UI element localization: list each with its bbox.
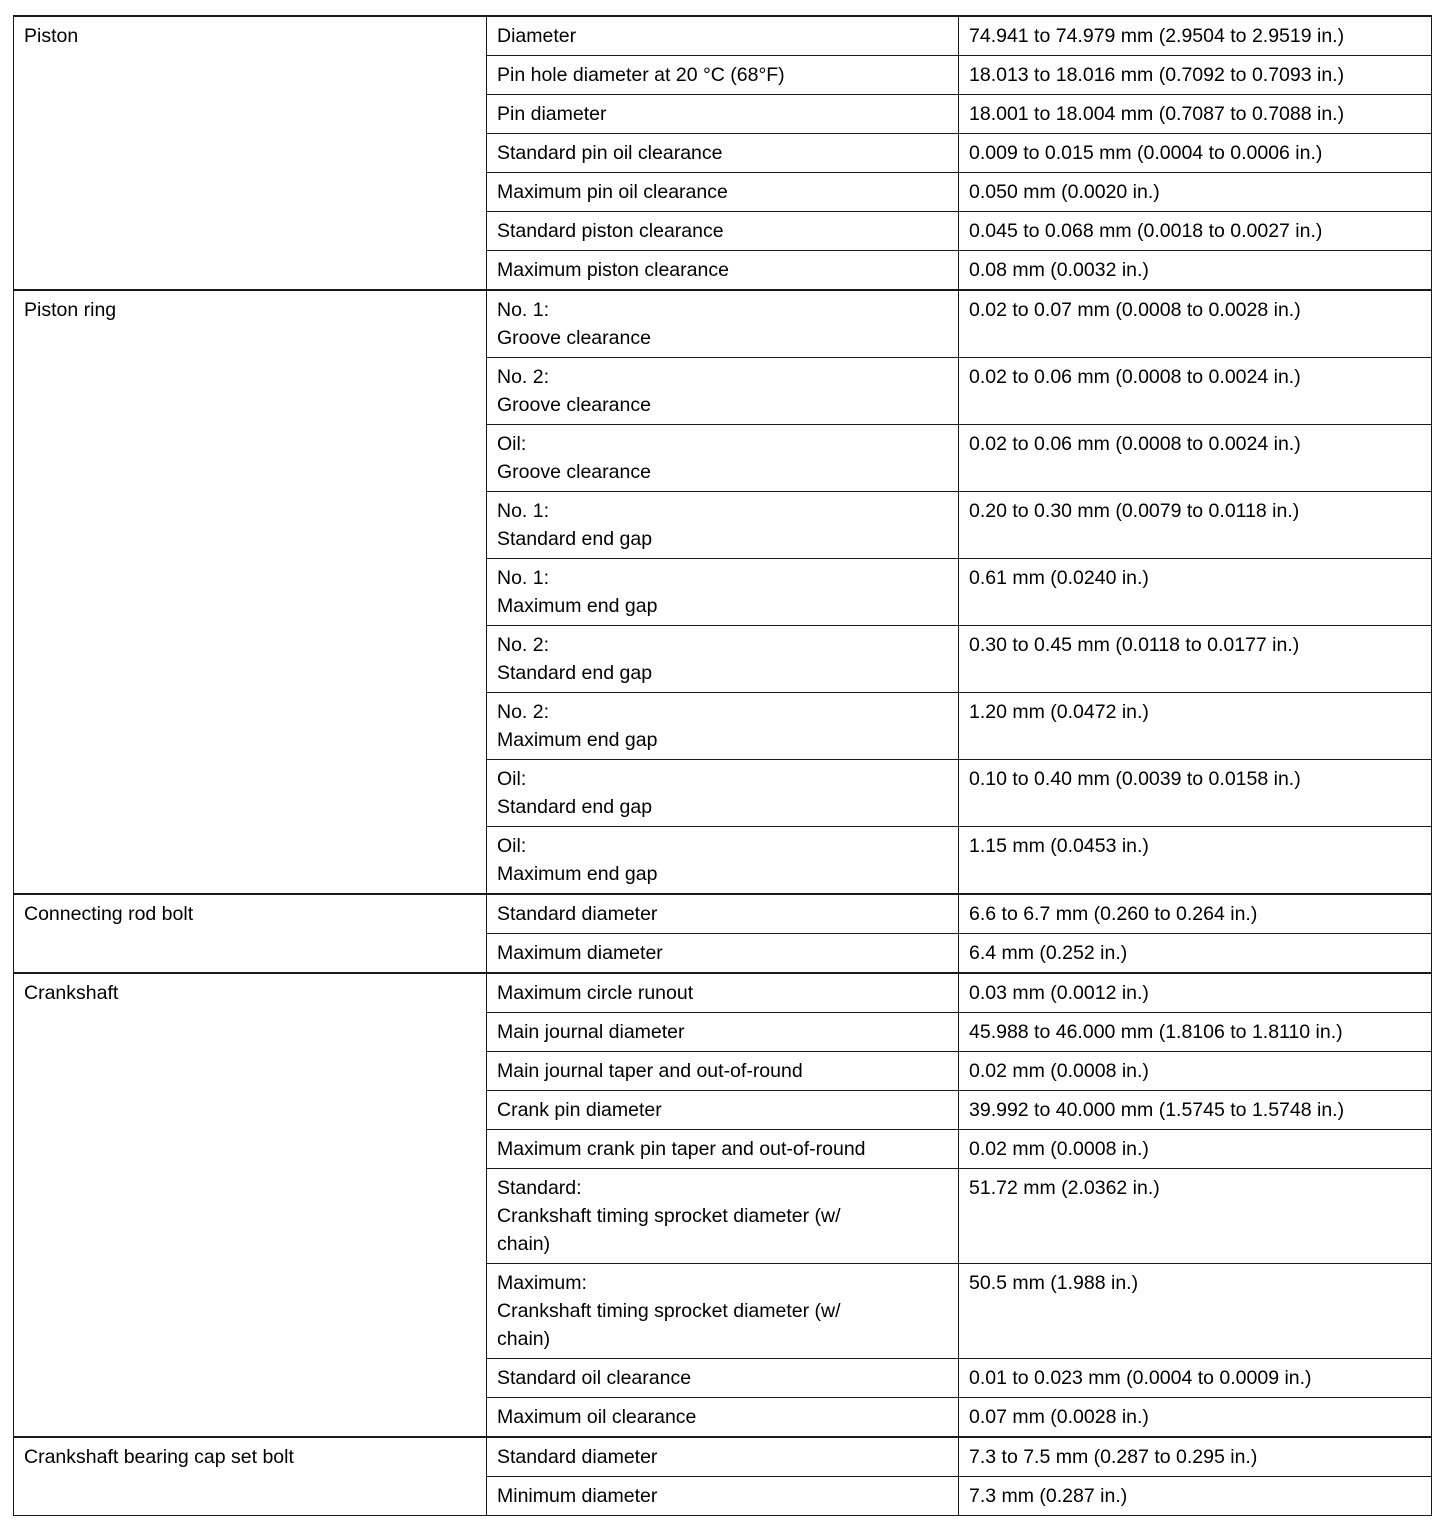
spec-item-cell bbox=[487, 559, 959, 626]
spec-value-cell: 0.01 to 0.023 mm (0.0004 to 0.0009 in.) bbox=[959, 1359, 1432, 1398]
component-name-cell: Crankshaft bearing cap set bolt bbox=[14, 1437, 487, 1516]
spec-item-line: Maximum circle runout bbox=[497, 982, 694, 1004]
spec-item-line: Crank pin diameter bbox=[497, 1099, 662, 1121]
component-group bbox=[14, 1437, 1432, 1516]
spec-item-cell bbox=[487, 16, 959, 56]
spec-value-cell: 74.941 to 74.979 mm (2.9504 to 2.9519 in.) bbox=[959, 16, 1432, 56]
spec-item-line: Standard: bbox=[497, 1177, 582, 1199]
spec-item-line: Standard pin oil clearance bbox=[497, 142, 723, 164]
spec-item-line: Crankshaft timing sprocket diameter (w/ bbox=[497, 1205, 841, 1227]
spec-value-cell: 7.3 mm (0.287 in.) bbox=[959, 1477, 1432, 1516]
spec-value-cell: 0.02 mm (0.0008 in.) bbox=[959, 1130, 1432, 1169]
spec-item-line: Groove clearance bbox=[497, 327, 651, 349]
spec-item-cell bbox=[487, 251, 959, 291]
spec-item-line: No. 2: bbox=[497, 634, 550, 656]
spec-item-line: Maximum end gap bbox=[497, 595, 658, 617]
component-group bbox=[14, 290, 1432, 894]
component-name-cell: Connecting rod bolt bbox=[14, 894, 487, 973]
component-group bbox=[14, 16, 1432, 290]
spec-item-line: Maximum crank pin taper and out-of-round bbox=[497, 1138, 866, 1160]
spec-item-line: Standard oil clearance bbox=[497, 1367, 692, 1389]
spec-value-cell: 45.988 to 46.000 mm (1.8106 to 1.8110 in.) bbox=[959, 1013, 1432, 1052]
spec-item-line: No. 2: bbox=[497, 701, 550, 723]
spec-item-line: No. 1: bbox=[497, 567, 550, 589]
spec-value-cell: 0.02 to 0.06 mm (0.0008 to 0.0024 in.) bbox=[959, 425, 1432, 492]
spec-item-line: Oil: bbox=[497, 835, 527, 857]
spec-item-cell bbox=[487, 425, 959, 492]
spec-item-cell bbox=[487, 290, 959, 358]
spec-item-cell bbox=[487, 1052, 959, 1091]
spec-item-line: Diameter bbox=[497, 25, 577, 47]
spec-value-cell: 1.15 mm (0.0453 in.) bbox=[959, 827, 1432, 895]
spec-value-cell: 7.3 to 7.5 mm (0.287 to 0.295 in.) bbox=[959, 1437, 1432, 1477]
spec-value-cell: 0.050 mm (0.0020 in.) bbox=[959, 173, 1432, 212]
table-row bbox=[14, 290, 1432, 358]
table-row bbox=[14, 973, 1432, 1013]
spec-item-cell bbox=[487, 134, 959, 173]
spec-item-line: Pin hole diameter at 20 °C (68°F) bbox=[497, 64, 785, 86]
spec-item-line: Crankshaft timing sprocket diameter (w/ bbox=[497, 1300, 841, 1322]
spec-item-line: Maximum end gap bbox=[497, 863, 658, 885]
spec-item-line: Maximum piston clearance bbox=[497, 259, 729, 281]
spec-value-cell: 6.4 mm (0.252 in.) bbox=[959, 934, 1432, 974]
spec-item-line: Main journal taper and out-of-round bbox=[497, 1060, 803, 1082]
spec-item-line: Pin diameter bbox=[497, 103, 607, 125]
spec-item-cell bbox=[487, 95, 959, 134]
spec-item-cell bbox=[487, 1359, 959, 1398]
spec-item-cell bbox=[487, 1013, 959, 1052]
spec-item-cell bbox=[487, 894, 959, 934]
spec-item-cell bbox=[487, 173, 959, 212]
spec-value-cell: 6.6 to 6.7 mm (0.260 to 0.264 in.) bbox=[959, 894, 1432, 934]
spec-item-line: Standard end gap bbox=[497, 528, 653, 550]
spec-value-cell: 18.013 to 18.016 mm (0.7092 to 0.7093 in.) bbox=[959, 56, 1432, 95]
spec-item-line: Minimum diameter bbox=[497, 1485, 658, 1507]
spec-value-cell: 39.992 to 40.000 mm (1.5745 to 1.5748 in.) bbox=[959, 1091, 1432, 1130]
spec-item-line: Maximum diameter bbox=[497, 942, 663, 964]
component-group bbox=[14, 973, 1432, 1437]
spec-value-cell: 0.10 to 0.40 mm (0.0039 to 0.0158 in.) bbox=[959, 760, 1432, 827]
spec-item-line: No. 2: bbox=[497, 366, 550, 388]
spec-item-line: Maximum oil clearance bbox=[497, 1406, 697, 1428]
spec-item-cell bbox=[487, 56, 959, 95]
spec-value-cell: 0.20 to 0.30 mm (0.0079 to 0.0118 in.) bbox=[959, 492, 1432, 559]
spec-value-cell: 18.001 to 18.004 mm (0.7087 to 0.7088 in.) bbox=[959, 95, 1432, 134]
spec-item-cell bbox=[487, 760, 959, 827]
spec-item-cell bbox=[487, 1169, 959, 1264]
spec-item-cell bbox=[487, 626, 959, 693]
spec-item-cell bbox=[487, 1398, 959, 1438]
spec-item-cell bbox=[487, 973, 959, 1013]
component-group bbox=[14, 894, 1432, 973]
spec-item-line: chain) bbox=[497, 1233, 551, 1255]
spec-item-cell bbox=[487, 492, 959, 559]
spec-value-cell: 0.61 mm (0.0240 in.) bbox=[959, 559, 1432, 626]
spec-item-line: Standard piston clearance bbox=[497, 220, 724, 242]
spec-value-cell: 0.045 to 0.068 mm (0.0018 to 0.0027 in.) bbox=[959, 212, 1432, 251]
spec-item-line: Standard end gap bbox=[497, 662, 653, 684]
spec-item-cell bbox=[487, 1264, 959, 1359]
spec-item-cell bbox=[487, 212, 959, 251]
spec-item-line: chain) bbox=[497, 1328, 551, 1350]
spec-value-cell: 0.02 mm (0.0008 in.) bbox=[959, 1052, 1432, 1091]
component-name-cell: Piston bbox=[14, 16, 487, 290]
component-name-cell: Piston ring bbox=[14, 290, 487, 894]
spec-value-cell: 50.5 mm (1.988 in.) bbox=[959, 1264, 1432, 1359]
spec-value-cell: 0.009 to 0.015 mm (0.0004 to 0.0006 in.) bbox=[959, 134, 1432, 173]
spec-item-cell bbox=[487, 1091, 959, 1130]
spec-value-cell: 51.72 mm (2.0362 in.) bbox=[959, 1169, 1432, 1264]
spec-item-line: No. 1: bbox=[497, 299, 550, 321]
spec-item-cell bbox=[487, 358, 959, 425]
spec-value-cell: 0.02 to 0.07 mm (0.0008 to 0.0028 in.) bbox=[959, 290, 1432, 358]
spec-item-cell bbox=[487, 1130, 959, 1169]
spec-value-cell: 0.03 mm (0.0012 in.) bbox=[959, 973, 1432, 1013]
spec-item-cell bbox=[487, 1437, 959, 1477]
spec-item-cell bbox=[487, 934, 959, 974]
table-row bbox=[14, 894, 1432, 934]
spec-item-line: Oil: bbox=[497, 433, 527, 455]
spec-item-cell bbox=[487, 1477, 959, 1516]
table-row bbox=[14, 16, 1432, 56]
spec-item-line: Main journal diameter bbox=[497, 1021, 685, 1043]
spec-item-line: Maximum: bbox=[497, 1272, 587, 1294]
spec-item-line: No. 1: bbox=[497, 500, 550, 522]
spec-item-line: Standard diameter bbox=[497, 903, 658, 925]
spec-item-line: Groove clearance bbox=[497, 461, 651, 483]
spec-value-cell: 0.30 to 0.45 mm (0.0118 to 0.0177 in.) bbox=[959, 626, 1432, 693]
spec-value-cell: 0.02 to 0.06 mm (0.0008 to 0.0024 in.) bbox=[959, 358, 1432, 425]
spec-value-cell: 0.08 mm (0.0032 in.) bbox=[959, 251, 1432, 291]
spec-value-cell: 1.20 mm (0.0472 in.) bbox=[959, 693, 1432, 760]
spec-item-cell bbox=[487, 693, 959, 760]
specifications-table bbox=[13, 15, 1432, 1516]
spec-item-line: Oil: bbox=[497, 768, 527, 790]
spec-item-cell bbox=[487, 827, 959, 895]
spec-item-line: Standard end gap bbox=[497, 796, 653, 818]
spec-item-line: Maximum end gap bbox=[497, 729, 658, 751]
spec-item-line: Standard diameter bbox=[497, 1446, 658, 1468]
spec-item-line: Groove clearance bbox=[497, 394, 651, 416]
spec-value-cell: 0.07 mm (0.0028 in.) bbox=[959, 1398, 1432, 1438]
spec-item-line: Maximum pin oil clearance bbox=[497, 181, 728, 203]
table-row bbox=[14, 1437, 1432, 1477]
component-name-cell: Crankshaft bbox=[14, 973, 487, 1437]
